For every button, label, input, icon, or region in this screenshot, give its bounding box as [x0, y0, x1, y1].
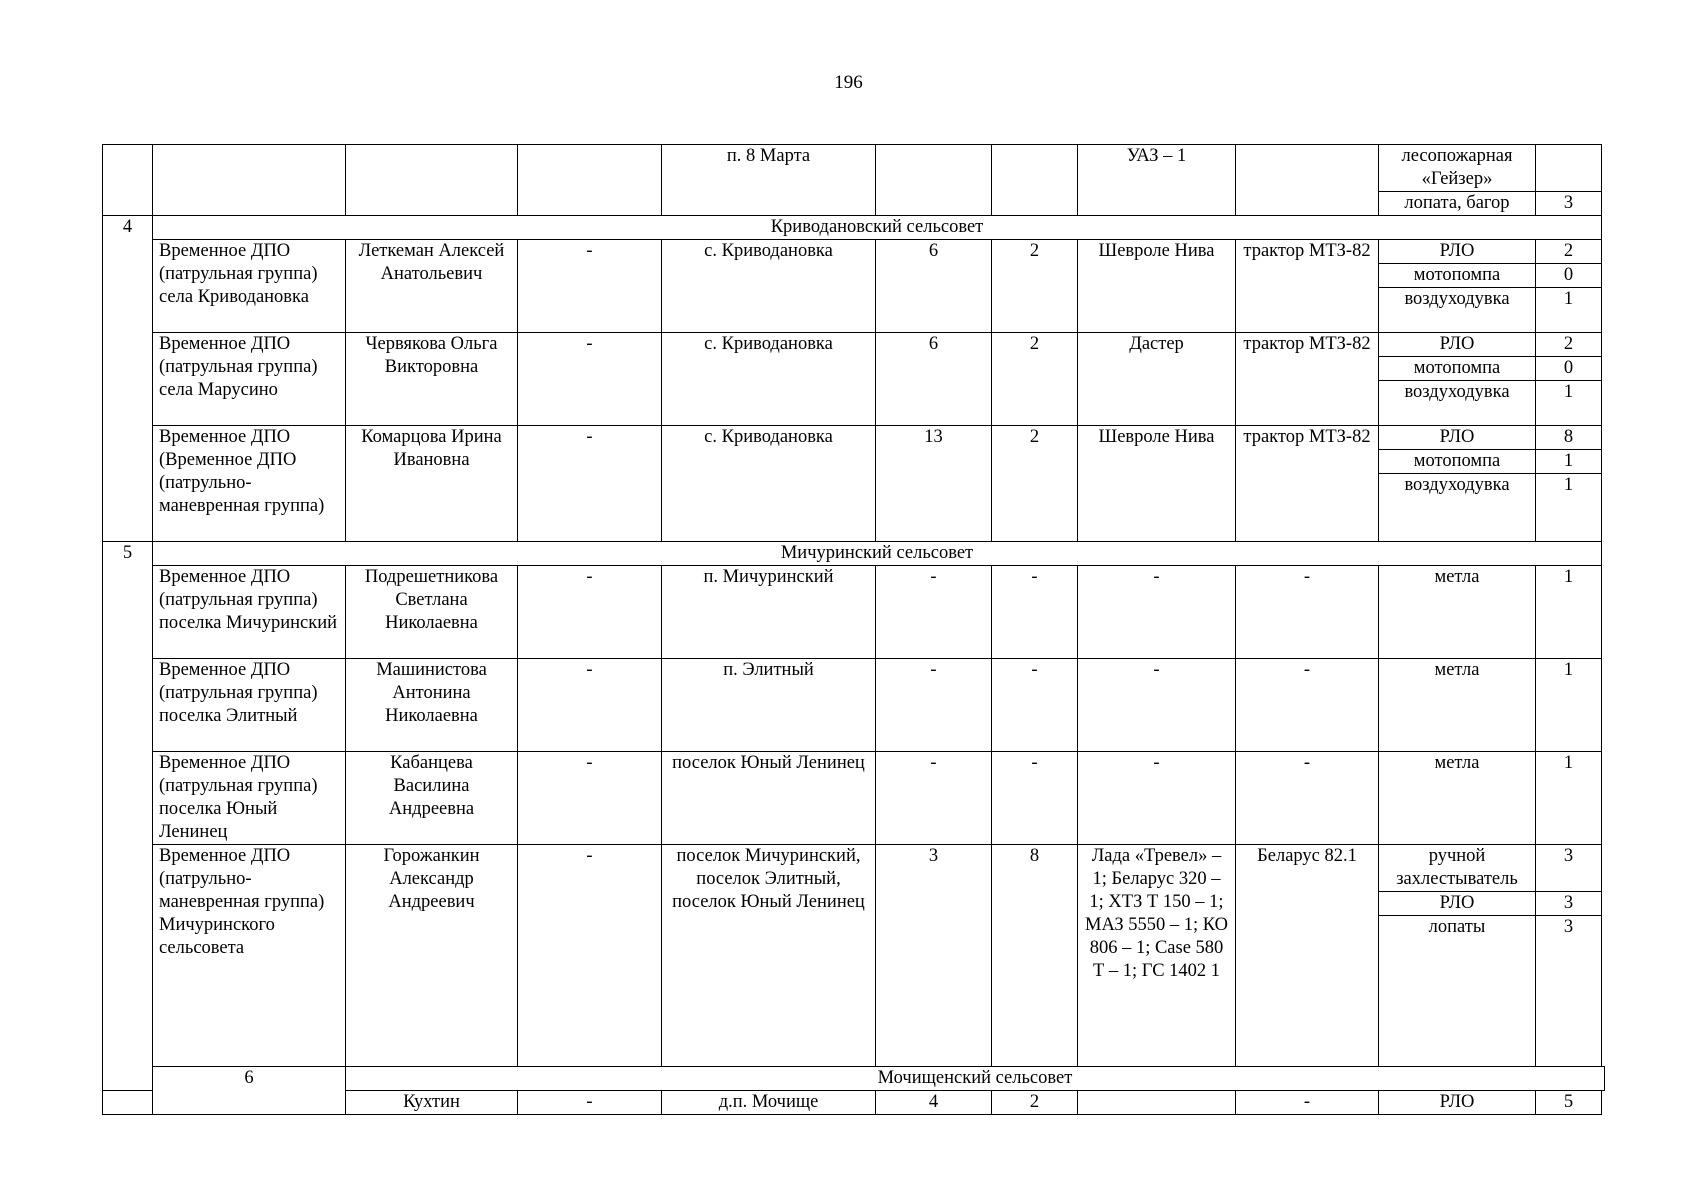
equipment-qty-cell: 1 [1536, 474, 1602, 542]
equipment-qty-cell: 3 [1536, 192, 1602, 216]
page-number: 196 [834, 72, 863, 93]
settlement-cell: п. Элитный [662, 659, 876, 752]
table-row [103, 333, 1605, 357]
table-row [103, 752, 1605, 845]
settlement-cell: с. Криводановка [662, 333, 876, 426]
equipment-name-cell: лесопожарная «Гейзер» [1379, 145, 1536, 192]
head-name-cell: Кабанцева Василина Андреевна [346, 752, 518, 845]
vehicles-cell: Шевроле Нива [1078, 426, 1236, 542]
section-header-row [103, 216, 1605, 240]
equipment-name-cell: мотопомпа [1379, 450, 1536, 474]
column-6-cell: 2 [992, 426, 1078, 542]
equipment-qty-cell: 1 [1536, 752, 1602, 845]
column-3-cell: - [518, 426, 662, 542]
vehicles-cell: Дастер [1078, 333, 1236, 426]
equipment-name-cell: РЛО [1379, 426, 1536, 450]
section-number: 4 [103, 216, 153, 542]
table-row [103, 240, 1605, 264]
settlement-cell: п. Мичуринский [662, 566, 876, 659]
vehicles-cell: Шевроле Нива [1078, 240, 1236, 333]
equipment-name-cell: РЛО [1379, 892, 1536, 916]
equipment-qty-cell: 2 [1536, 240, 1602, 264]
vehicles-cell: - [1078, 659, 1236, 752]
equipment-name-cell: воздуходувка [1379, 381, 1536, 426]
column-3-cell: - [518, 659, 662, 752]
equipment-name-cell: мотопомпа [1379, 357, 1536, 381]
column-5-cell: 13 [876, 426, 992, 542]
equipment-qty-cell: 1 [1536, 381, 1602, 426]
machinery-cell: трактор МТЗ-82 [1236, 333, 1379, 426]
vehicles-cell: УАЗ – 1 [1078, 145, 1236, 216]
vehicles-cell: - [1078, 566, 1236, 659]
machinery-cell: Беларус 82.1 [1236, 845, 1379, 1067]
equipment-qty-cell: 3 [1536, 916, 1602, 1067]
equipment-name-cell: воздуходувка [1379, 288, 1536, 333]
equipment-qty-cell: 3 [1536, 845, 1602, 892]
section-header-row [103, 542, 1605, 566]
column-6-cell: 8 [992, 845, 1078, 1067]
section-number: 6 [153, 1067, 346, 1115]
settlement-cell: с. Криводановка [662, 426, 876, 542]
column-5-cell: 3 [876, 845, 992, 1067]
machinery-cell: - [1236, 1091, 1379, 1115]
unit-name-cell: Временное ДПО (патрульная группа) поселка Элитный [153, 659, 346, 752]
equipment-qty-cell: 1 [1536, 566, 1602, 659]
table-row [103, 566, 1605, 659]
equipment-name-cell: метла [1379, 752, 1536, 845]
column-3-cell: - [518, 1091, 662, 1115]
column-5-cell [876, 145, 992, 216]
column-3-cell: - [518, 333, 662, 426]
unit-name-cell: Временное ДПО (Временное ДПО (патрульно-маневренная группа) [153, 426, 346, 542]
equipment-name-cell: ручной захлестыватель [1379, 845, 1536, 892]
equipment-qty-cell: 3 [1536, 892, 1602, 916]
head-name-cell: Комарцова Ирина Ивановна [346, 426, 518, 542]
head-name-cell: Леткеман Алексей Анатольевич [346, 240, 518, 333]
column-5-cell: - [876, 752, 992, 845]
column-5-cell: - [876, 566, 992, 659]
unit-name-cell [153, 145, 346, 216]
machinery-cell: трактор МТЗ-82 [1236, 426, 1379, 542]
machinery-cell: - [1236, 752, 1379, 845]
equipment-name-cell: РЛО [1379, 333, 1536, 357]
head-name-cell: Горожанкин Александр Андреевич [346, 845, 518, 1067]
unit-name-cell: Временное ДПО (патрульно-маневренная группа) Мичуринского сельсовета [153, 845, 346, 1067]
column-6-cell: 2 [992, 333, 1078, 426]
equipment-qty-cell [1536, 145, 1602, 192]
equipment-qty-cell: 0 [1536, 357, 1602, 381]
vehicles-cell: Лада «Тревел» – 1; Беларус 320 – 1; ХТЗ Т 150 – 1; МАЗ 5550 – 1; КО 806 – 1; Case 580 Т – 1; ГС 1402 1 [1078, 845, 1236, 1067]
section-title: Мочищенский сельсовет [346, 1067, 1605, 1091]
head-name-cell: Подрешетникова Светлана Николаевна [346, 566, 518, 659]
settlement-cell: с. Криводановка [662, 240, 876, 333]
equipment-name-cell: РЛО [1379, 240, 1536, 264]
settlement-cell: д.п. Мочище [662, 1091, 876, 1115]
equipment-name-cell: мотопомпа [1379, 264, 1536, 288]
column-6-cell: - [992, 566, 1078, 659]
equipment-qty-cell: 1 [1536, 659, 1602, 752]
equipment-name-cell: лопаты [1379, 916, 1536, 1067]
head-name-cell: Червякова Ольга Викторовна [346, 333, 518, 426]
table-row [103, 145, 1605, 192]
equipment-qty-cell: 5 [1536, 1091, 1602, 1115]
unit-name-cell: Временное ДПО (патрульная группа) поселка Мичуринский [153, 566, 346, 659]
column-6-cell: - [992, 752, 1078, 845]
equipment-qty-cell: 8 [1536, 426, 1602, 450]
head-name-cell: Кухтин [346, 1091, 518, 1115]
unit-name-cell [103, 1091, 153, 1115]
column-3-cell: - [518, 240, 662, 333]
column-3-cell: - [518, 845, 662, 1067]
document-table [102, 144, 1605, 1115]
equipment-name-cell: лопата, багор [1379, 192, 1536, 216]
column-3-cell: - [518, 752, 662, 845]
equipment-name-cell: метла [1379, 659, 1536, 752]
equipment-name-cell: воздуходувка [1379, 474, 1536, 542]
column-6-cell: - [992, 659, 1078, 752]
column-6-cell: 2 [992, 1091, 1078, 1115]
machinery-cell: трактор МТЗ-82 [1236, 240, 1379, 333]
column-5-cell: 4 [876, 1091, 992, 1115]
section-number: 5 [103, 542, 153, 1091]
equipment-name-cell: РЛО [1379, 1091, 1536, 1115]
equipment-qty-cell: 1 [1536, 288, 1602, 333]
column-3-cell: - [518, 566, 662, 659]
section-title: Мичуринский сельсовет [153, 542, 1602, 566]
equipment-qty-cell: 2 [1536, 333, 1602, 357]
vehicles-cell [1078, 1091, 1236, 1115]
head-name-cell: Машинистова Антонина Николаевна [346, 659, 518, 752]
column-5-cell: - [876, 659, 992, 752]
settlement-cell: поселок Юный Ленинец [662, 752, 876, 845]
column-3-cell [518, 145, 662, 216]
settlement-cell: п. 8 Марта [662, 145, 876, 216]
machinery-cell: - [1236, 659, 1379, 752]
equipment-name-cell: метла [1379, 566, 1536, 659]
section-header-row [103, 1067, 1605, 1091]
column-5-cell: 6 [876, 333, 992, 426]
unit-name-cell: Временное ДПО (патрульная группа) поселка Юный Ленинец [153, 752, 346, 845]
equipment-qty-cell: 1 [1536, 450, 1602, 474]
row-number-cell [103, 145, 153, 216]
table-row [103, 659, 1605, 752]
machinery-cell: - [1236, 566, 1379, 659]
head-name-cell [346, 145, 518, 216]
machinery-cell [1236, 145, 1379, 216]
column-5-cell: 6 [876, 240, 992, 333]
table-row [103, 426, 1605, 450]
section-title: Криводановский сельсовет [153, 216, 1602, 240]
table-row [103, 845, 1605, 892]
unit-name-cell: Временное ДПО (патрульная группа) села Марусино [153, 333, 346, 426]
equipment-qty-cell: 0 [1536, 264, 1602, 288]
vehicles-cell: - [1078, 752, 1236, 845]
column-6-cell [992, 145, 1078, 216]
settlement-cell: поселок Мичуринский, поселок Элитный, поселок Юный Ленинец [662, 845, 876, 1067]
unit-name-cell: Временное ДПО (патрульная группа) села Криводановка [153, 240, 346, 333]
column-6-cell: 2 [992, 240, 1078, 333]
